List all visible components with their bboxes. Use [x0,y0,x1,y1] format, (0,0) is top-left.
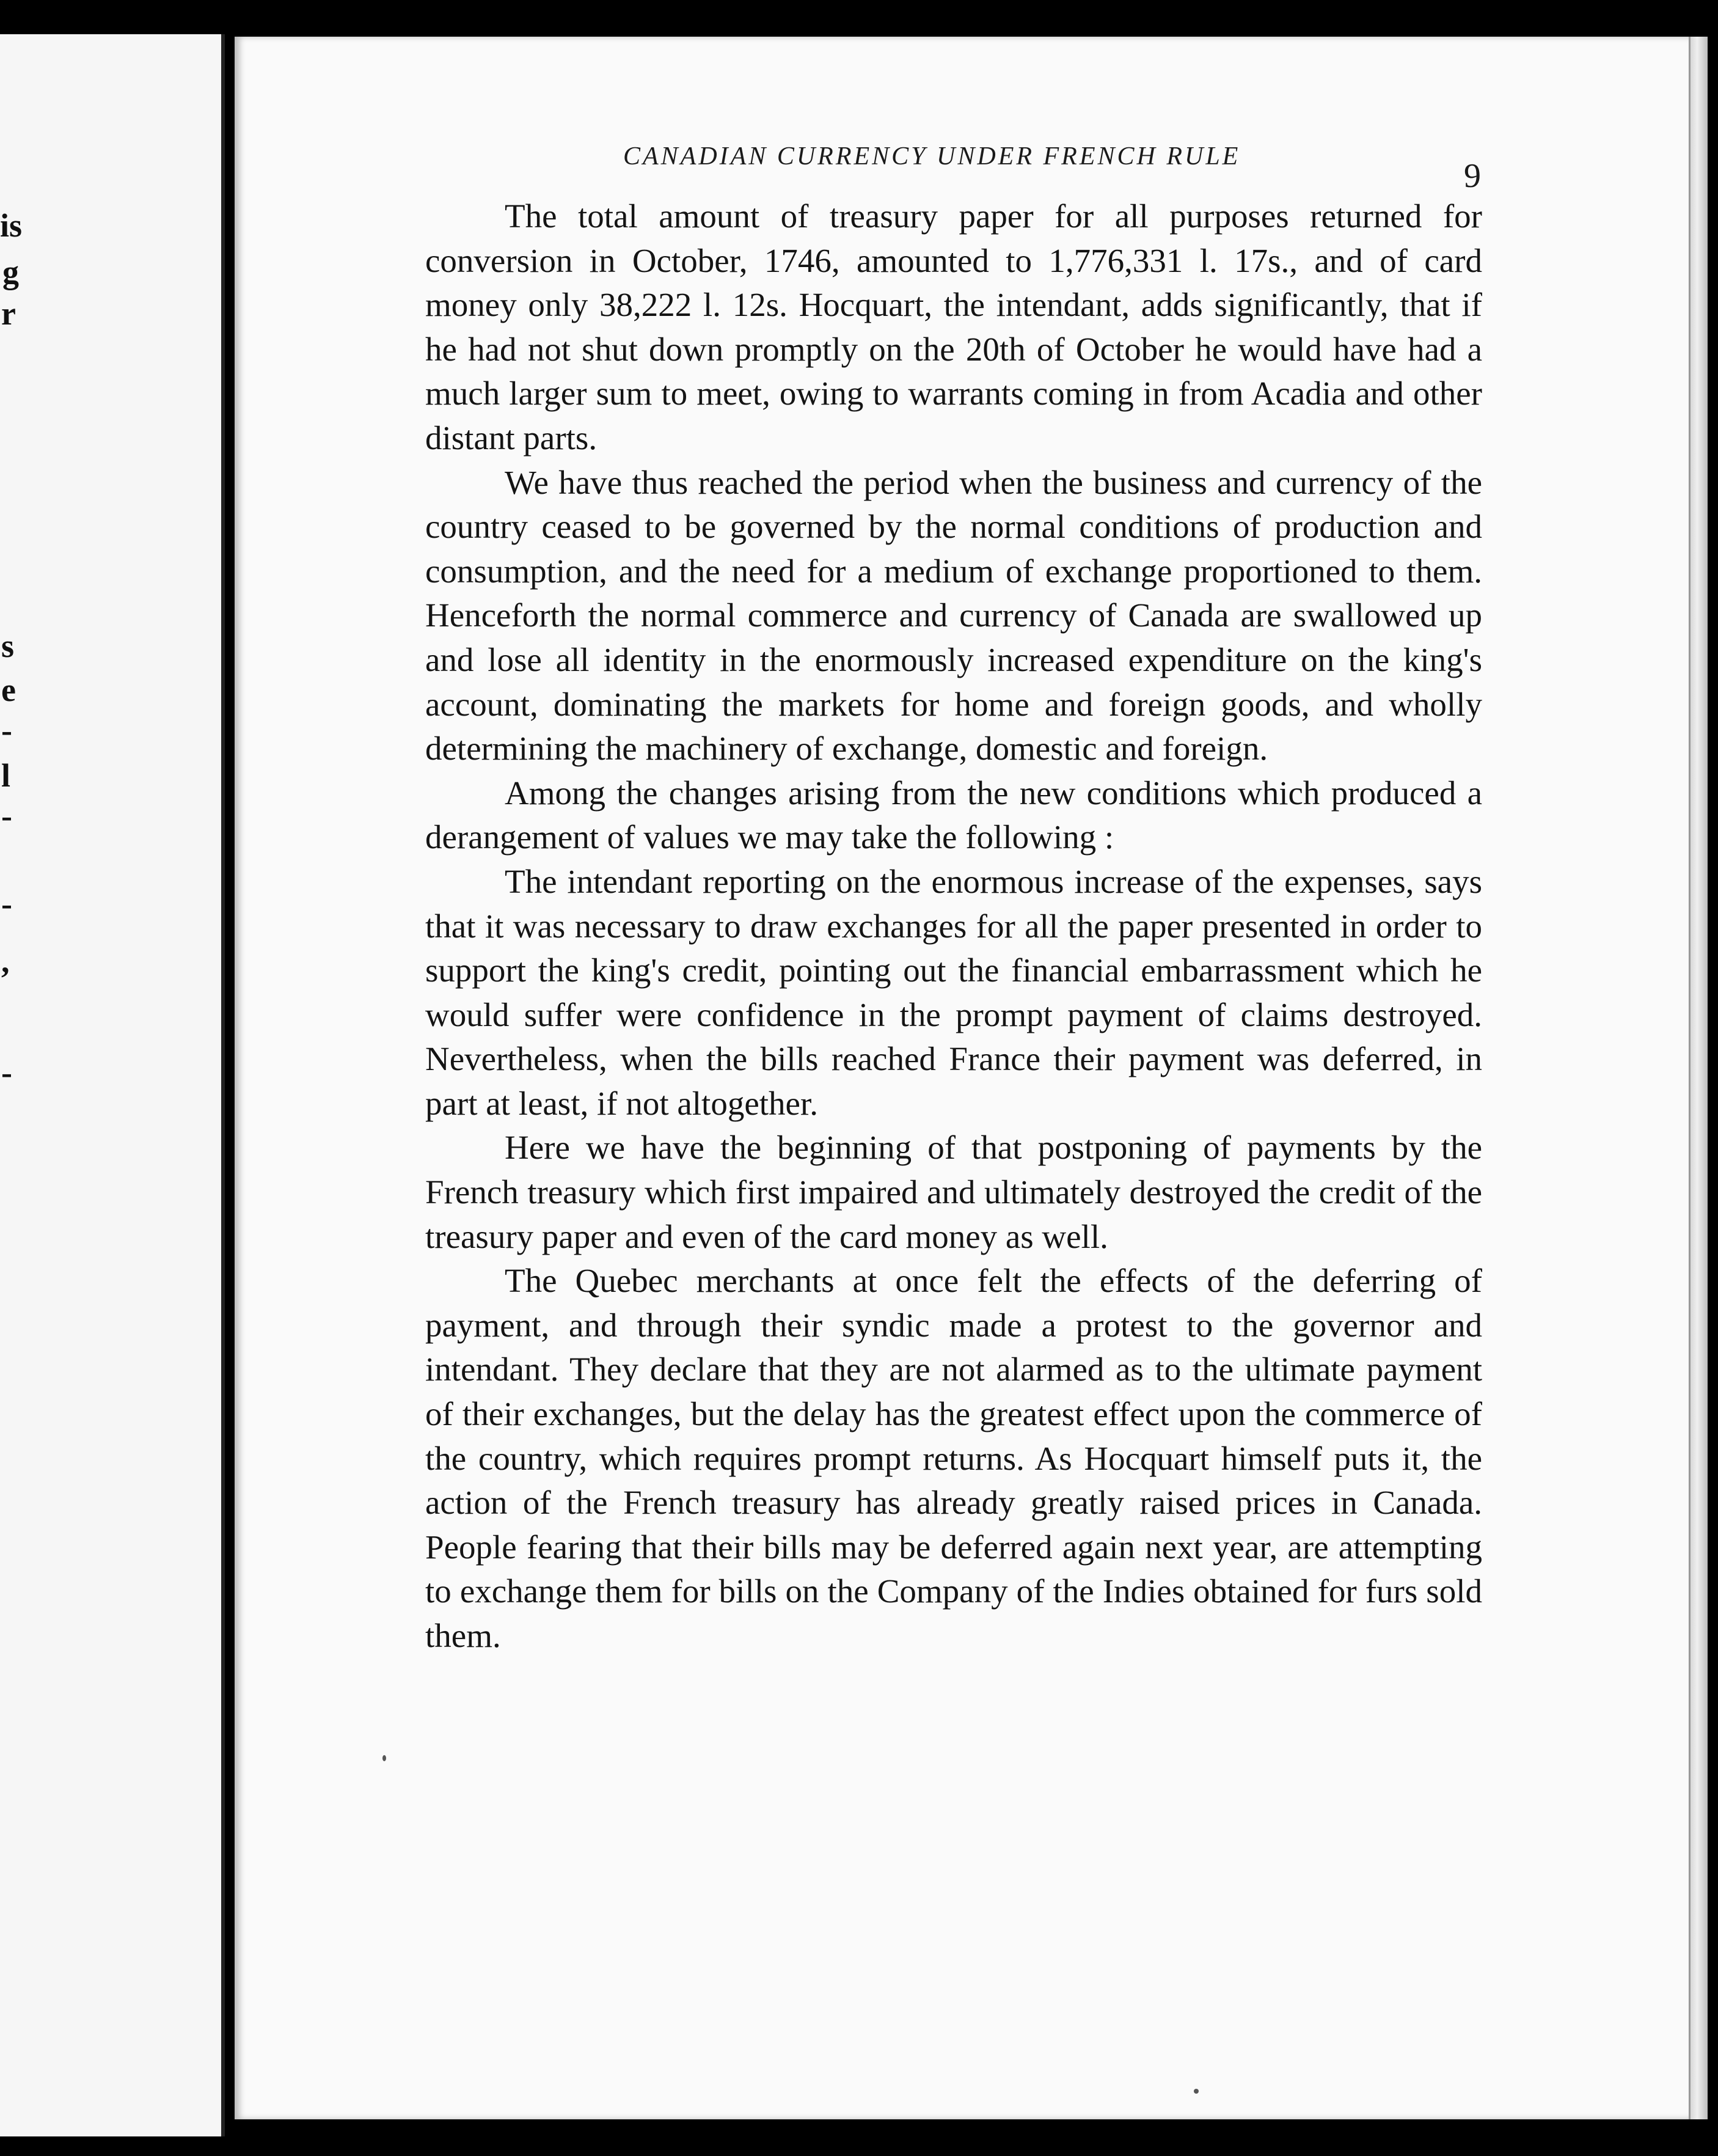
page-number: 9 [1464,157,1481,195]
page-stack-edge [1689,37,1708,2119]
paragraph: The total amount of treasury paper for all purposes returned for conversion in October, 1746, amounted to 1,776,331 l. 17s., and of card money only 38,222 l. 12s. Hocquart, the intendant, adds significantly, that if he had not shut down promptly on the 20th of October he would have had a much larger sum to meet, owing to warrants coming in from Acadia and other distant parts. [425,197,1482,457]
paragraph: We have thus reached the period when the business and currency of the country ceased to be governed by the normal conditions of production and consumption, and the need for a medium of exchange proportioned to them. Henceforth the normal commerce and currency of Canada are swallowed up and lose all identity in the enormously increased expenditure on the king's account, dominating the markets for home and foreign goods, and wholly determining the machinery of exchange, domestic and foreign. [425,463,1482,768]
facing-page-fragment: is [0,207,23,244]
scan-speck [1194,2089,1199,2094]
facing-page-edge [0,34,225,2136]
paragraph: Here we have the beginning of that postponing of payments by the French treasury which first impaired and ultimately destroyed the credit of the treasury paper and even of the card money as well. [425,1129,1482,1255]
facing-page-fragment: r [1,295,16,332]
facing-page-fragment: - [1,1054,12,1091]
scan-top-border [0,0,1718,37]
facing-page-fragment: , [1,943,10,980]
facing-page-fragment: - [1,712,12,749]
paragraph: The intendant reporting on the enormous increase of the expenses, says that it was necessary to draw exchanges for all the paper presented in order to support the king's credit, pointing out the financial embarrassment which he would suffer were confidence in the prompt payment of claims destroyed. Nevertheless, when the bills reached France their payment was deferred, in part at least, if not altogether. [425,862,1482,1122]
paragraph: Among the changes arising from the new conditions which produced a derangement of values we may take the following : [425,774,1482,856]
paragraph: The Quebec merchants at once felt the effects of the deferring of payment, and through their syndic made a protest to the governor and intendant. They declare that they are not alarmed as to the ultimate payment of their exchanges, but the delay has the greatest effect upon the commerce of the country, which requires prompt returns. As Hocquart himself puts it, the action of the French treasury has already greatly raised prices in Canada. People fearing that their bills may be deferred again next year, are attempting to exchange them for bills on the Company of the Indies obtained for furs sold them. [425,1262,1482,1654]
facing-page-fragment: l [1,757,11,794]
running-head: CANADIAN CURRENCY UNDER FRENCH RULE [623,142,1241,170]
body-text [425,194,1482,1659]
facing-page-fragment: g [2,254,19,290]
facing-page-fragment: - [1,886,12,922]
facing-page-fragment: - [1,798,12,834]
facing-page-fragment: s [1,628,15,664]
scan-speck [382,1755,386,1761]
facing-page-fragment: e [1,672,16,708]
